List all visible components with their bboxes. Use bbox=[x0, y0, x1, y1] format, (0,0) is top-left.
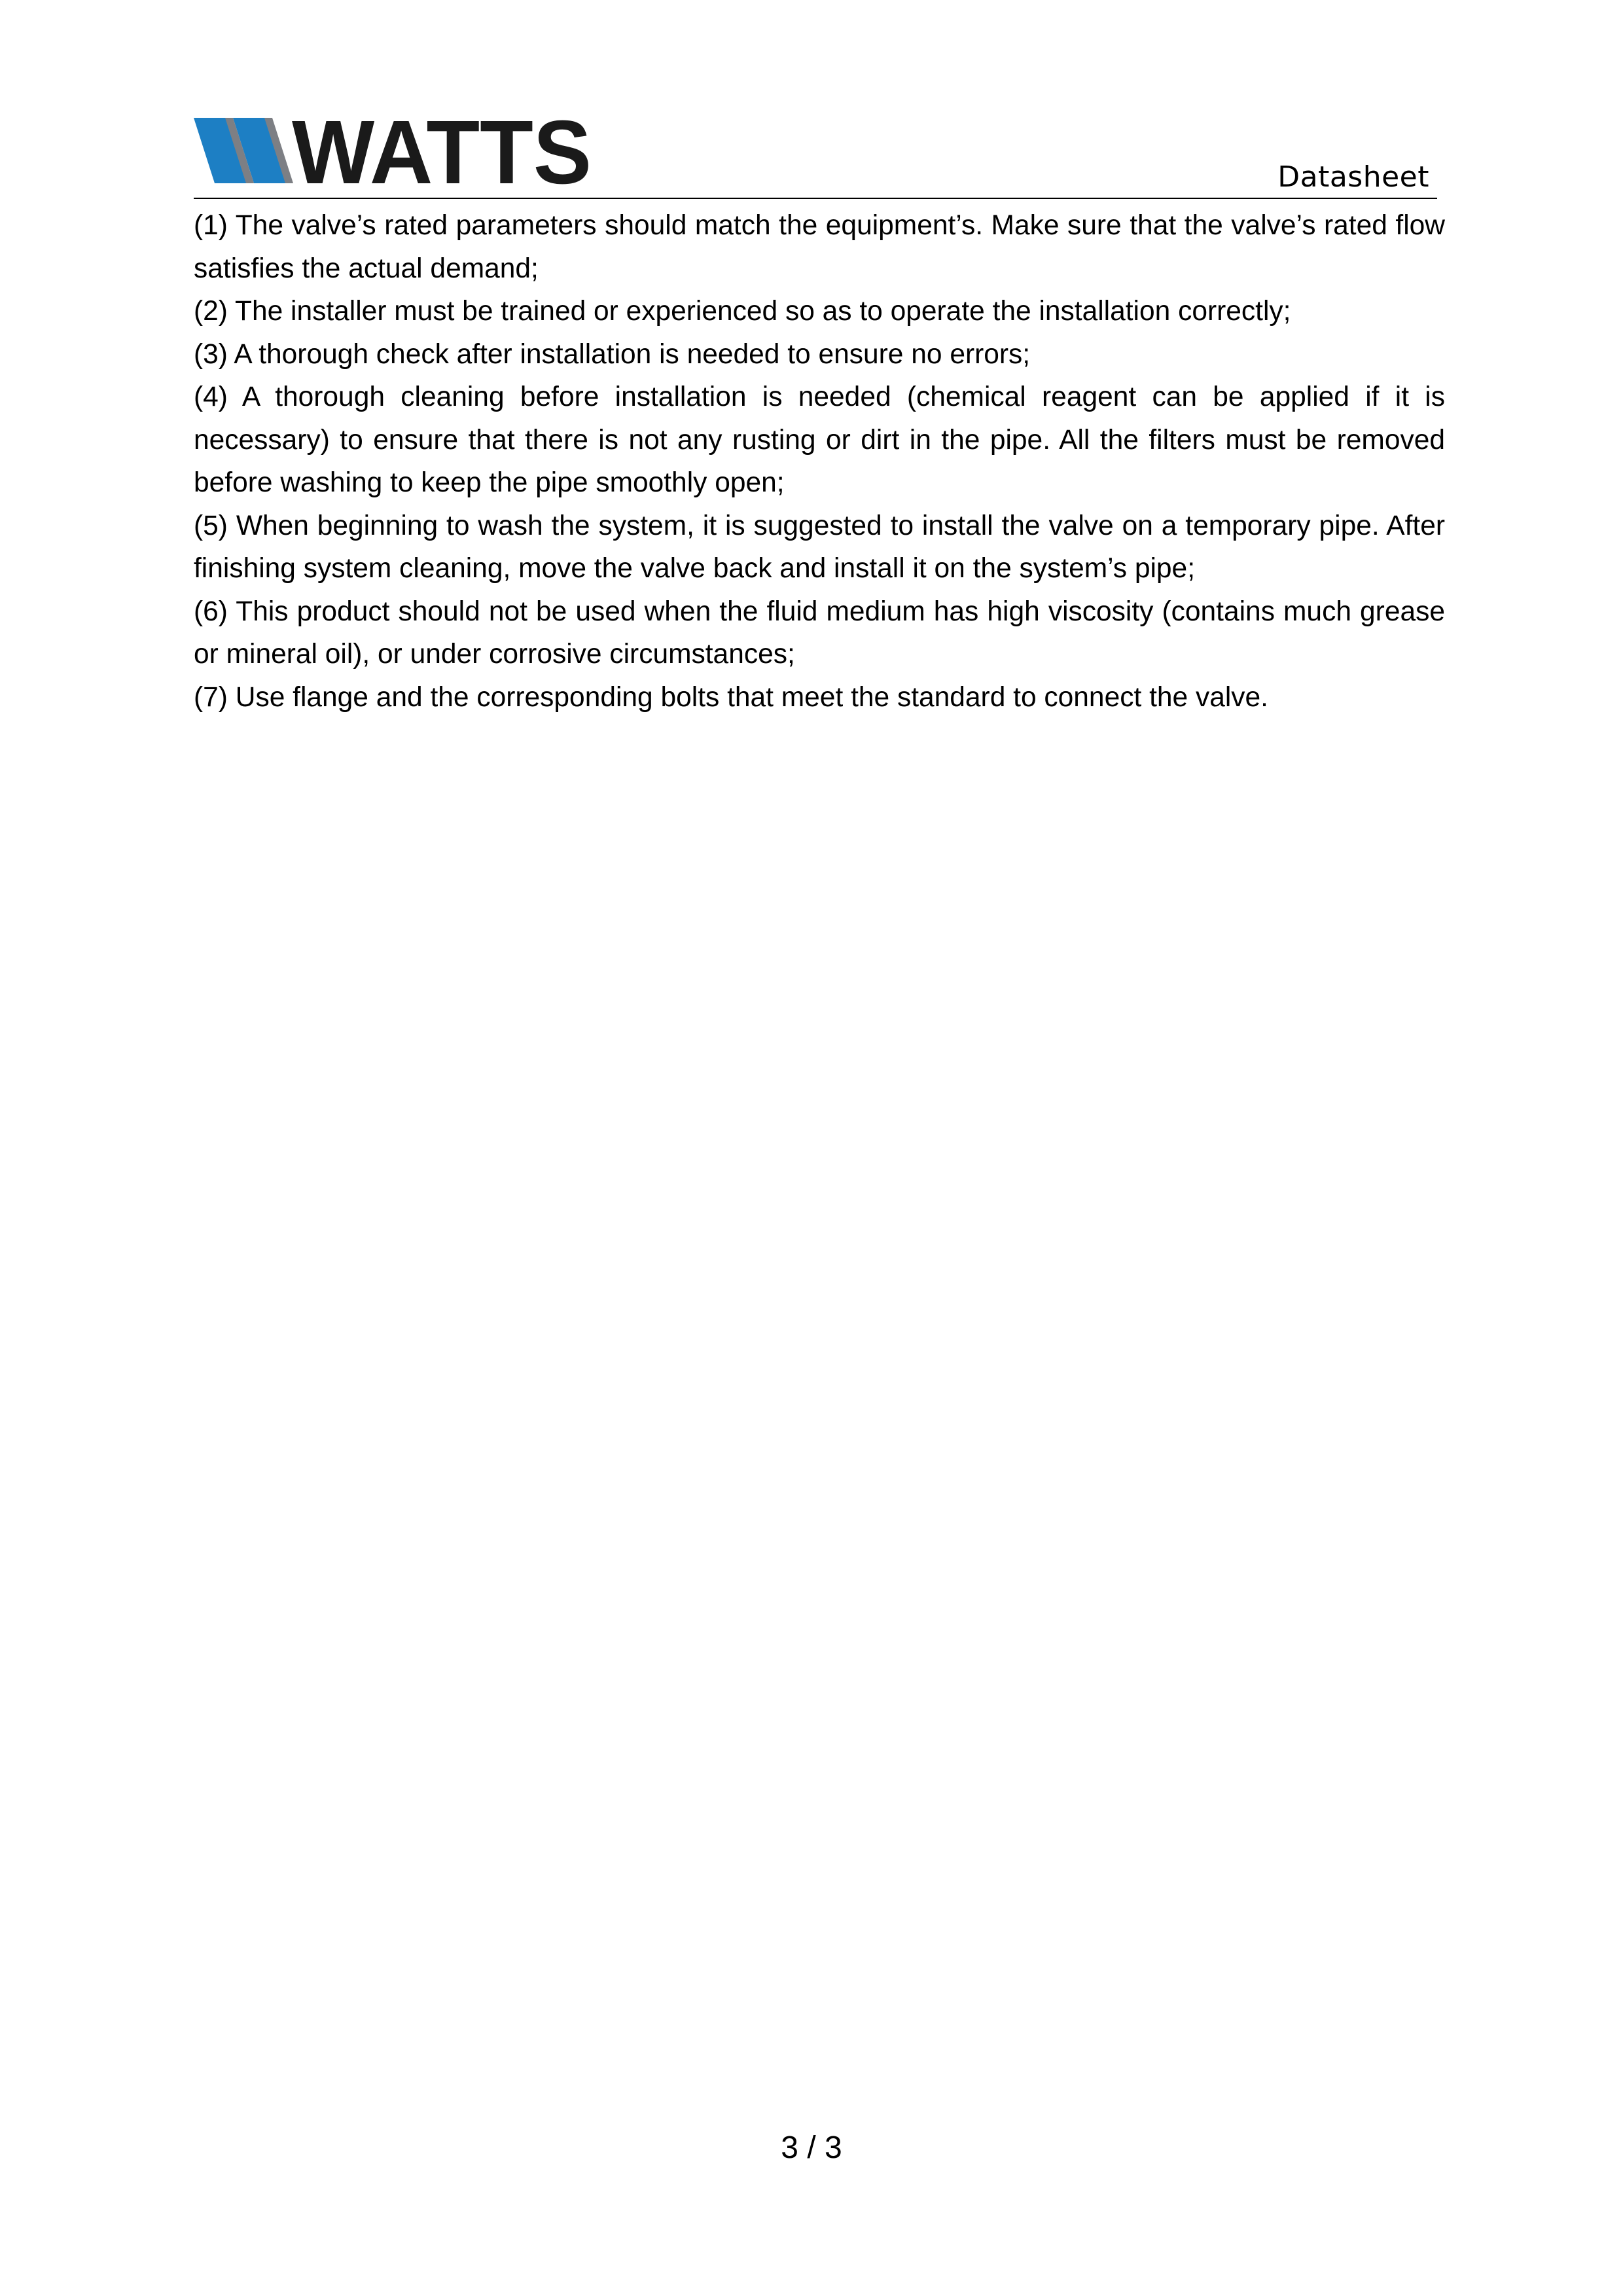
note-item-1: (1) The valve’s rated parameters should match the equipment’s. Make sure that the valve’s rated flow satisfies the actual demand; bbox=[194, 210, 1445, 284]
note-item-5: (5) When beginning to wash the system, it is suggested to install the valve on a temporary pipe. After finishing system cleaning, move the valve back and install it on the system’s pipe; bbox=[194, 510, 1445, 584]
note-item-4: (4) A thorough cleaning before installation is needed (chemical reagent can be applied if it is necessary) to ensure that there is not any rusting or dirt in the pipe. All the filters must be removed before washing to keep the pipe smoothly open; bbox=[194, 382, 1445, 498]
page-number: 3 / 3 bbox=[781, 2130, 842, 2165]
note-item-6: (6) This product should not be used when the fluid medium has high viscosity (contains much grease or mineral oil), or under corrosive circumstances; bbox=[194, 596, 1445, 670]
installation-notes bbox=[194, 204, 1445, 719]
watts-logo bbox=[194, 115, 593, 187]
note-item-7: (7) Use flange and the corresponding bolts that meet the standard to connect the valve. bbox=[194, 681, 1268, 713]
watts-logo-mark bbox=[194, 115, 593, 187]
note-item-2: (2) The installer must be trained or experienced so as to operate the installation correctly; bbox=[194, 296, 1291, 327]
document-type-label: Datasheet bbox=[1277, 160, 1429, 194]
logo-wordmark: WATTS bbox=[292, 115, 592, 187]
note-item-3: (3) A thorough check after installation is needed to ensure no errors; bbox=[194, 338, 1031, 370]
page-header bbox=[194, 115, 1437, 199]
